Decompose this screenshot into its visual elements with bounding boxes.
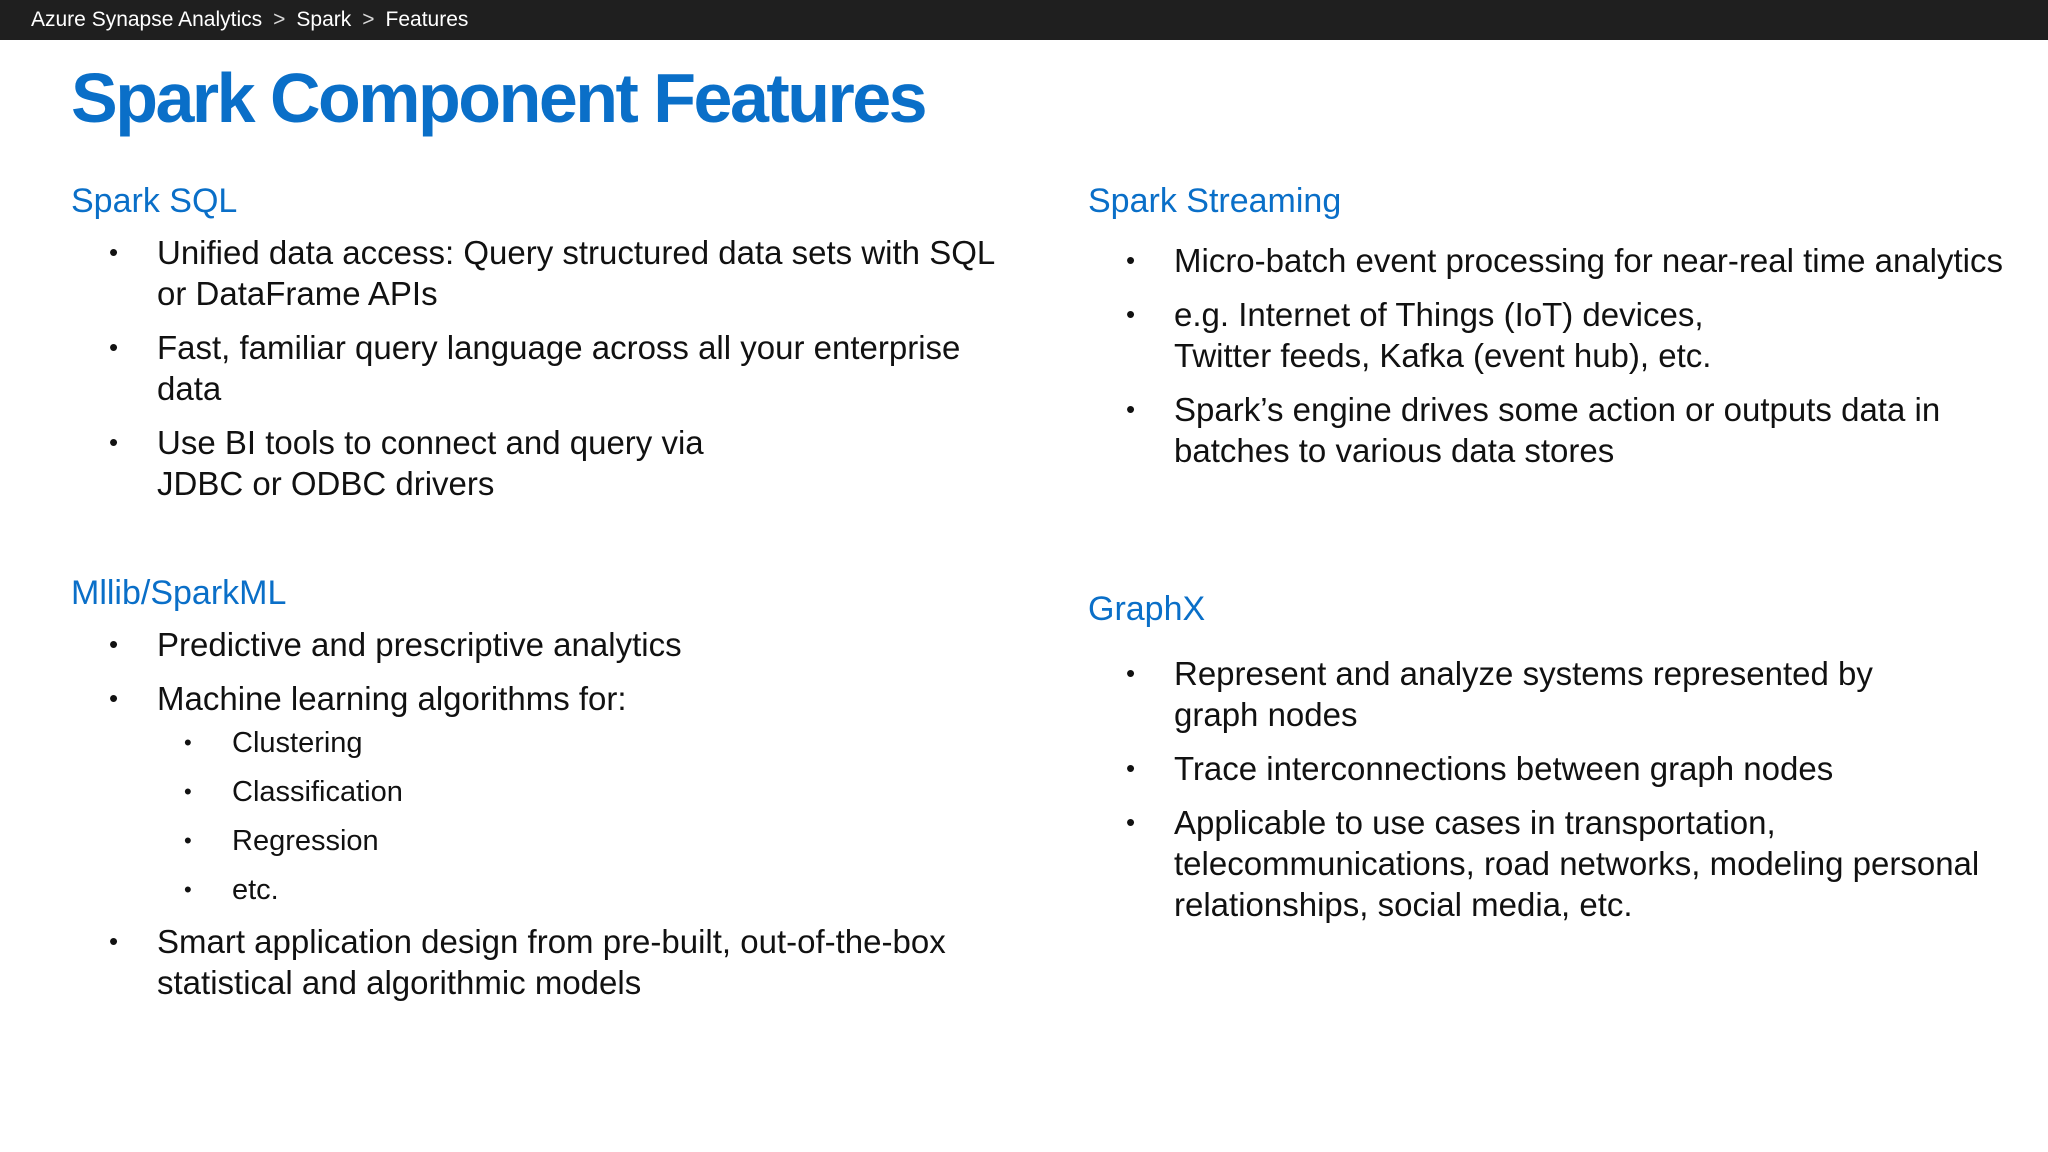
section-graphx [1088,590,2028,938]
sub-list-item-text: Classification [232,776,403,808]
spark-streaming-list [1088,240,2028,471]
bullet-icon: • [1126,658,1136,688]
breadcrumb [31,0,468,40]
sub-list-item-text: etc. [232,874,279,906]
mllib-sublist [71,725,1031,908]
list-item [1088,389,2028,471]
list-item [71,624,1031,665]
list-item [1088,653,2028,735]
list-item [71,232,1031,314]
sub-list-item [71,872,1031,908]
list-item [71,327,1031,409]
list-item [1088,240,2028,281]
sub-list-item-text: Regression [232,825,379,857]
list-item-text: Micro-batch event processing for near-real time analytics [1174,242,2004,279]
bullet-icon: • [184,779,192,804]
bullet-icon: • [109,332,119,362]
sub-list-item-text: Clustering [232,727,363,759]
bullet-icon: • [109,427,119,457]
list-item-text: Represent and analyze systems represented by graph nodes [1174,655,1873,733]
list-item [1088,748,2028,789]
section-spark-sql [71,182,1031,517]
list-item [71,422,957,504]
list-item-text: Predictive and prescriptive analytics [157,626,682,663]
bullet-icon: • [109,683,119,713]
list-item-text: Spark’s engine drives some action or outputs data in batches to various data stores [1174,391,1941,469]
bullet-icon: • [184,877,192,902]
list-item [71,921,1031,1003]
list-item-text: Smart application design from pre-built, out-of-the-box statistical and algorithmic models [157,923,946,1001]
section-mllib [71,574,1031,1016]
bullet-icon: • [109,926,119,956]
breadcrumb-separator: > [273,8,286,31]
list-item-text: Fast, familiar query language across all your enterprise data [157,329,961,407]
breadcrumb-item-azure-synapse[interactable]: Azure Synapse Analytics [31,8,263,31]
mllib-list [71,624,1031,1003]
list-item-text: e.g. Internet of Things (IoT) devices, Twitter feeds, Kafka (event hub), etc. [1174,296,1712,374]
sub-list-item [71,725,1031,761]
bullet-icon: • [1126,394,1136,424]
bullet-icon: • [1126,245,1136,275]
list-item [1088,802,2028,925]
breadcrumb-item-spark[interactable]: Spark [296,8,352,31]
section-heading-mllib: Mllib/SparkML [71,574,287,612]
bullet-icon: • [1126,753,1136,783]
page-title: Spark Component Features [71,59,926,137]
section-heading-graphx: GraphX [1088,590,1206,628]
sub-list-item [71,823,1031,859]
bullet-icon: • [109,237,119,267]
section-spark-streaming [1088,182,2028,484]
spark-sql-list [71,232,1031,504]
bullet-icon: • [1126,807,1136,837]
bullet-icon: • [184,828,192,853]
bullet-icon: • [1126,299,1136,329]
bullet-icon: • [109,629,119,659]
graphx-list [1088,653,2028,925]
section-heading-spark-streaming: Spark Streaming [1088,182,1342,220]
top-bar [0,0,2048,40]
bullet-icon: • [184,730,192,755]
section-heading-spark-sql: Spark SQL [71,182,238,220]
list-item [71,678,1031,908]
list-item-text: Unified data access: Query structured data sets with SQL or DataFrame APIs [157,234,995,312]
sub-list-item [71,774,1031,810]
breadcrumb-separator: > [362,8,375,31]
list-item-text: Machine learning algorithms for: [157,680,627,717]
list-item-text: Use BI tools to connect and query via JDBC or ODBC drivers [157,424,704,502]
breadcrumb-item-features[interactable]: Features [385,8,469,31]
list-item [1088,294,2028,376]
list-item-text: Trace interconnections between graph nodes [1174,750,1834,787]
list-item-text: Applicable to use cases in transportation, telecommunications, road networks, modeling personal relationships, social media, etc. [1174,804,1980,923]
